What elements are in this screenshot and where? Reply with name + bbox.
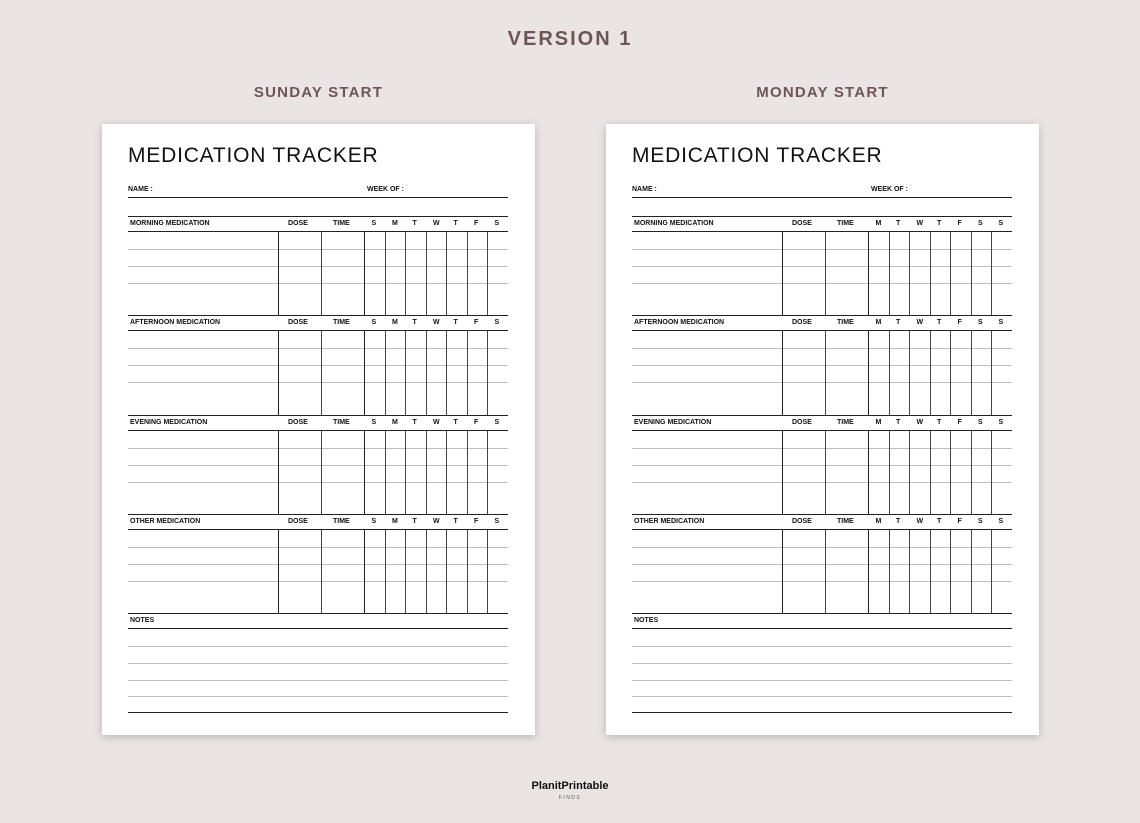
tracker-page [606, 124, 1039, 735]
day-column-label: F [957, 419, 962, 426]
day-column-label: F [474, 220, 479, 227]
column-divider [889, 530, 890, 614]
day-column-label: W [433, 220, 440, 227]
section-label: EVENING MEDICATION [130, 419, 208, 426]
column-divider [971, 232, 972, 316]
column-divider [782, 232, 783, 316]
medication-section [128, 415, 508, 515]
day-column-label: T [896, 319, 901, 326]
column-divider [364, 530, 365, 614]
time-column-label: TIME [837, 518, 854, 525]
entry-row-line [128, 482, 508, 483]
day-column-label: T [453, 518, 458, 525]
column-divider [426, 431, 427, 515]
day-column-label: W [433, 319, 440, 326]
dose-column-label: DOSE [792, 220, 812, 227]
entry-row-line [128, 382, 508, 383]
column-divider [930, 530, 931, 614]
entry-row-line [128, 348, 508, 349]
entry-row-line [128, 547, 508, 548]
time-column-label: TIME [333, 319, 350, 326]
day-column-label: S [371, 419, 377, 426]
name-week-row [128, 186, 508, 198]
day-column-label: M [875, 319, 882, 326]
entry-row-line [632, 465, 1012, 466]
notes-line [128, 663, 508, 664]
column-divider [446, 232, 447, 316]
day-column-label: M [392, 518, 398, 525]
column-divider [909, 530, 910, 614]
column-divider [321, 431, 322, 515]
section-label: AFTERNOON MEDICATION [130, 319, 221, 326]
day-column-label: T [937, 319, 942, 326]
column-divider [446, 331, 447, 415]
column-divider [971, 431, 972, 515]
day-column-label: S [978, 419, 983, 426]
column-divider [825, 331, 826, 415]
day-column-label: W [916, 319, 924, 326]
notes-section [632, 613, 1012, 713]
column-divider [405, 431, 406, 515]
version-title: VERSION 1 [507, 28, 633, 50]
column-title: SUNDAY START [253, 84, 384, 101]
section-label: MORNING MEDICATION [634, 220, 714, 227]
section-header [632, 216, 1012, 232]
column-divider [405, 331, 406, 415]
day-column-label: S [998, 220, 1004, 227]
column-divider [364, 431, 365, 515]
notes-line [128, 646, 508, 647]
day-column-label: W [916, 220, 924, 227]
entry-row-line [128, 465, 508, 466]
section-header [632, 415, 1012, 431]
column-divider [405, 232, 406, 316]
notes-header [128, 613, 508, 629]
column-divider [971, 331, 972, 415]
time-column-label: TIME [837, 220, 854, 227]
entry-row-line [632, 382, 1012, 383]
entry-row-line [632, 249, 1012, 250]
medication-section [632, 514, 1012, 614]
column-divider [991, 431, 992, 515]
column-divider [405, 530, 406, 614]
column-divider [991, 530, 992, 614]
column-divider [321, 530, 322, 614]
dose-column-label: DOSE [792, 518, 812, 525]
column-divider [385, 331, 386, 415]
entry-row-line [128, 448, 508, 449]
column-divider [825, 232, 826, 316]
day-column-label: M [875, 518, 882, 525]
notes-bottom-line [128, 712, 508, 713]
section-header [632, 315, 1012, 331]
dose-column-label: DOSE [792, 319, 812, 326]
section-label: MORNING MEDICATION [130, 220, 210, 227]
entry-row-line [128, 365, 508, 366]
entry-row-line [632, 283, 1012, 284]
entry-row-line [632, 266, 1012, 267]
column-divider [385, 530, 386, 614]
column-divider [467, 232, 468, 316]
name-label: NAME : [128, 186, 153, 193]
column-divider [321, 331, 322, 415]
time-column-label: TIME [837, 419, 854, 426]
day-column-label: F [957, 220, 962, 227]
day-column-label: T [453, 319, 458, 326]
entry-row-line [632, 448, 1012, 449]
notes-line [632, 680, 1012, 681]
entry-row-line [632, 564, 1012, 565]
entry-row-line [632, 581, 1012, 582]
notes-line [632, 696, 1012, 697]
column-divider [909, 431, 910, 515]
day-column-label: F [957, 319, 962, 326]
day-column-label: S [494, 419, 500, 426]
column-divider [889, 232, 890, 316]
day-column-label: F [957, 518, 962, 525]
page-title: MEDICATION TRACKER [128, 144, 379, 167]
column-divider [782, 331, 783, 415]
notes-bottom-line [632, 712, 1012, 713]
entry-row-line [128, 249, 508, 250]
page-title: MEDICATION TRACKER [632, 144, 883, 167]
notes-label: NOTES [634, 617, 659, 624]
day-column-label: S [371, 220, 377, 227]
day-column-label: W [433, 518, 440, 525]
section-header [128, 415, 508, 431]
entry-row-line [632, 547, 1012, 548]
medication-section [128, 315, 508, 415]
day-column-label: S [371, 518, 377, 525]
notes-section [128, 613, 508, 713]
column-divider [868, 431, 869, 515]
day-column-label: T [412, 518, 417, 525]
column-divider [991, 232, 992, 316]
entry-row-line [632, 482, 1012, 483]
dose-column-label: DOSE [288, 419, 308, 426]
column-divider [487, 232, 488, 316]
day-column-label: W [916, 419, 924, 426]
column-divider [825, 431, 826, 515]
column-divider [278, 530, 279, 614]
medication-section [632, 216, 1012, 316]
day-column-label: T [937, 518, 942, 525]
entry-row-line [128, 266, 508, 267]
week-of-label: WEEK OF : [367, 186, 404, 193]
day-column-label: S [494, 319, 500, 326]
column-divider [446, 530, 447, 614]
section-header [128, 514, 508, 530]
column-divider [868, 232, 869, 316]
entry-row-line [128, 564, 508, 565]
day-column-label: W [433, 419, 440, 426]
notes-line [632, 663, 1012, 664]
column-divider [782, 431, 783, 515]
column-divider [446, 431, 447, 515]
day-column-label: T [896, 220, 901, 227]
section-header [632, 514, 1012, 530]
column-divider [909, 331, 910, 415]
time-column-label: TIME [333, 518, 350, 525]
section-label: OTHER MEDICATION [634, 518, 705, 525]
column-divider [868, 530, 869, 614]
medication-section [632, 415, 1012, 515]
entry-row-line [632, 348, 1012, 349]
notes-header [632, 613, 1012, 629]
column-title: MONDAY START [756, 84, 889, 101]
column-divider [868, 331, 869, 415]
section-label: OTHER MEDICATION [130, 518, 201, 525]
column-divider [278, 431, 279, 515]
column-divider [321, 232, 322, 316]
entry-row-line [632, 365, 1012, 366]
day-column-label: S [978, 518, 983, 525]
dose-column-label: DOSE [288, 220, 308, 227]
column-divider [385, 431, 386, 515]
column-divider [426, 530, 427, 614]
day-column-label: T [896, 518, 901, 525]
column-divider [950, 431, 951, 515]
day-column-label: S [371, 319, 377, 326]
day-column-label: S [494, 220, 500, 227]
column-divider [487, 431, 488, 515]
column-divider [278, 331, 279, 415]
day-column-label: T [412, 220, 417, 227]
day-column-label: M [392, 319, 398, 326]
column-divider [909, 232, 910, 316]
day-column-label: S [998, 518, 1004, 525]
day-column-label: W [916, 518, 924, 525]
day-column-label: S [998, 319, 1004, 326]
brand-logo-text: PlanitPrintable [531, 780, 609, 792]
day-column-label: T [937, 220, 942, 227]
column-divider [930, 331, 931, 415]
day-column-label: M [875, 419, 882, 426]
day-column-label: M [875, 220, 882, 227]
column-divider [782, 530, 783, 614]
week-of-label: WEEK OF : [871, 186, 908, 193]
column-divider [825, 530, 826, 614]
column-divider [930, 431, 931, 515]
entry-row-line [128, 283, 508, 284]
brand-logo-subtext: FINDS [558, 795, 582, 801]
tracker-page [102, 124, 535, 735]
section-header [128, 216, 508, 232]
column-divider [467, 431, 468, 515]
column-divider [278, 232, 279, 316]
day-column-label: T [412, 319, 417, 326]
notes-line [128, 696, 508, 697]
column-divider [950, 331, 951, 415]
day-column-label: T [896, 419, 901, 426]
medication-section [632, 315, 1012, 415]
day-column-label: T [453, 220, 458, 227]
column-divider [889, 431, 890, 515]
column-divider [950, 530, 951, 614]
dose-column-label: DOSE [288, 518, 308, 525]
column-divider [426, 331, 427, 415]
notes-line [128, 680, 508, 681]
time-column-label: TIME [333, 220, 350, 227]
section-label: EVENING MEDICATION [634, 419, 712, 426]
column-divider [467, 331, 468, 415]
column-divider [930, 232, 931, 316]
day-column-label: M [392, 220, 398, 227]
day-column-label: S [998, 419, 1004, 426]
dose-column-label: DOSE [792, 419, 812, 426]
column-divider [426, 232, 427, 316]
day-column-label: F [474, 518, 479, 525]
day-column-label: T [937, 419, 942, 426]
column-divider [364, 232, 365, 316]
day-column-label: F [474, 319, 479, 326]
column-divider [364, 331, 365, 415]
day-column-label: T [412, 419, 417, 426]
day-column-label: T [453, 419, 458, 426]
name-week-row [632, 186, 1012, 198]
day-column-label: S [978, 220, 983, 227]
time-column-label: TIME [333, 419, 350, 426]
column-divider [487, 331, 488, 415]
day-column-label: F [474, 419, 479, 426]
day-column-label: S [978, 319, 983, 326]
entry-row-line [128, 581, 508, 582]
notes-line [632, 646, 1012, 647]
section-header [128, 315, 508, 331]
name-label: NAME : [632, 186, 657, 193]
column-divider [467, 530, 468, 614]
dose-column-label: DOSE [288, 319, 308, 326]
notes-label: NOTES [130, 617, 155, 624]
medication-section [128, 216, 508, 316]
column-divider [991, 331, 992, 415]
time-column-label: TIME [837, 319, 854, 326]
column-divider [950, 232, 951, 316]
column-divider [889, 331, 890, 415]
medication-section [128, 514, 508, 614]
section-label: AFTERNOON MEDICATION [634, 319, 725, 326]
day-column-label: S [494, 518, 500, 525]
column-divider [971, 530, 972, 614]
column-divider [385, 232, 386, 316]
day-column-label: M [392, 419, 398, 426]
column-divider [487, 530, 488, 614]
